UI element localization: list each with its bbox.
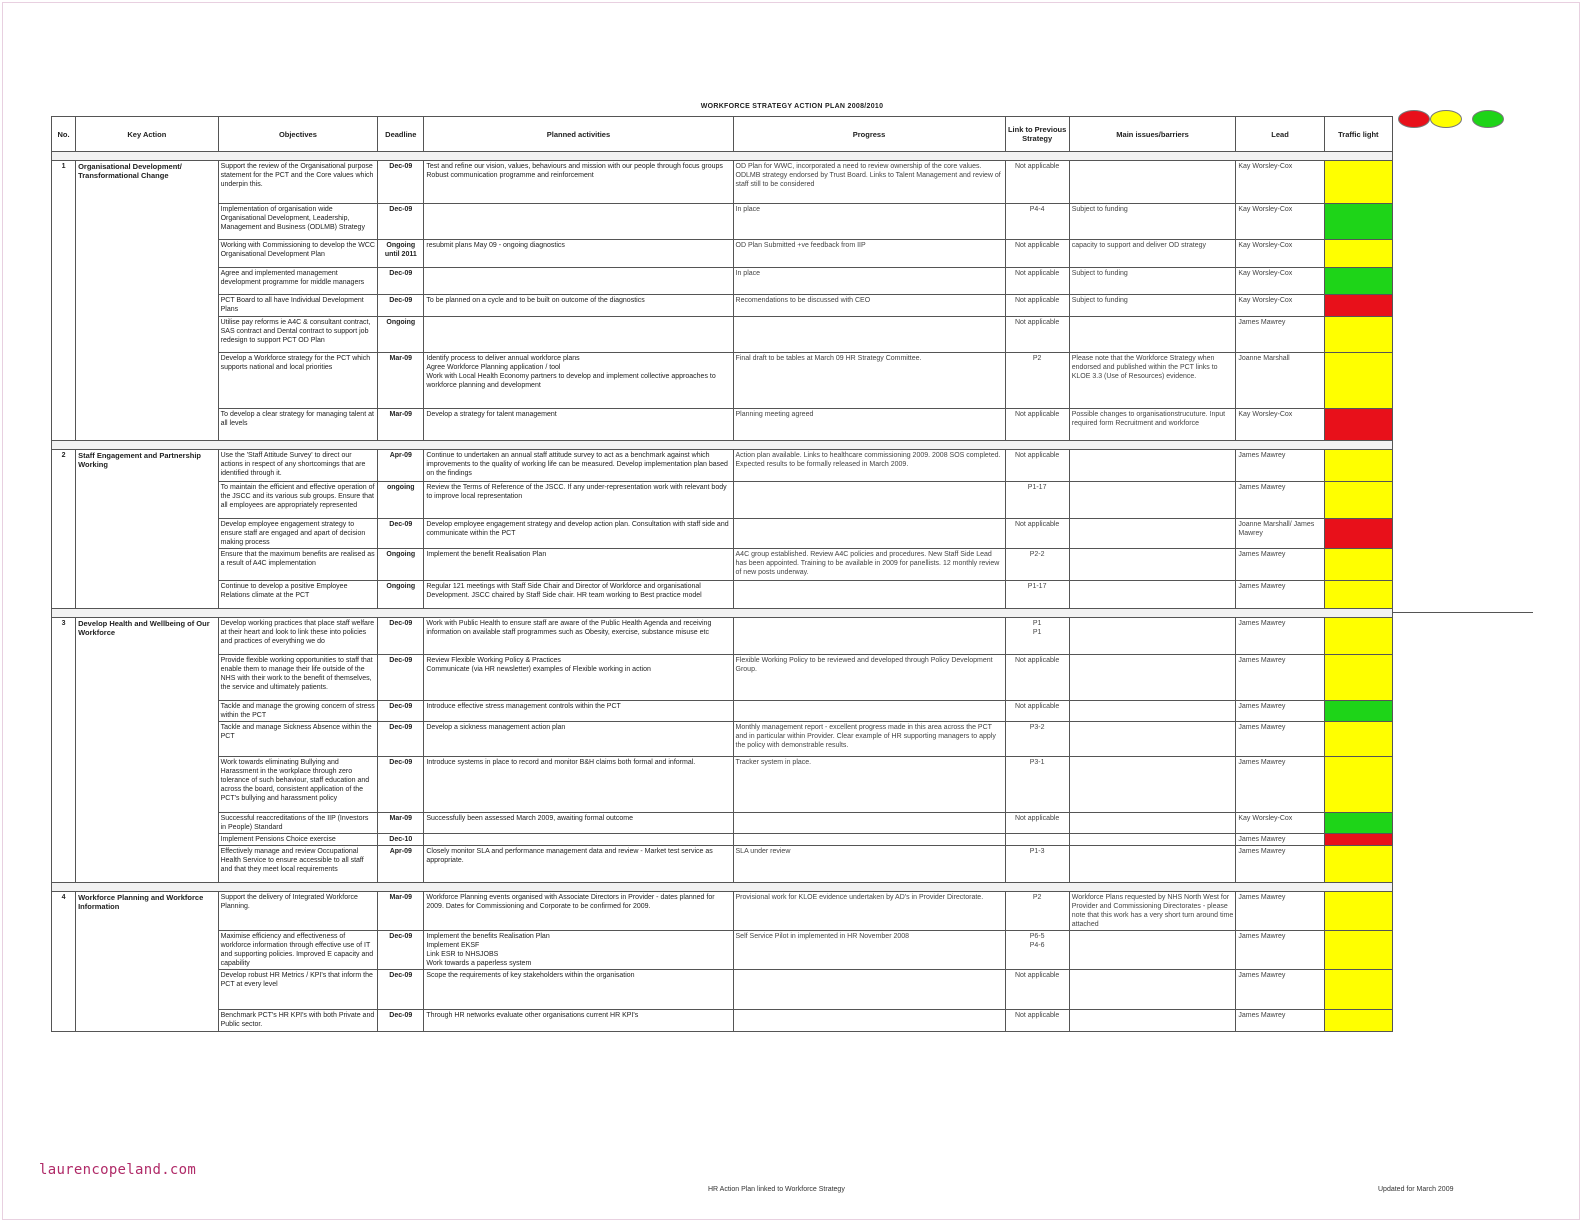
traffic-light-yellow <box>1324 655 1392 701</box>
progress-cell: Recomendations to be discussed with CEO <box>733 295 1005 317</box>
action-plan-table <box>51 116 1393 1032</box>
planned-activity-cell: Workforce Planning events organised with Associate Directors in Provider - dates planned for 2009. Dates for Commissioning and Corporate to be confirmed for 2009. <box>424 892 733 931</box>
deadline-cell: Dec-09 <box>378 655 424 701</box>
deadline-cell: Ongoing <box>378 581 424 609</box>
traffic-light-yellow <box>1324 757 1392 813</box>
objective-cell: Develop a Workforce strategy for the PCT which supports national and local priorities <box>218 353 378 409</box>
planned-activity-cell: Develop a strategy for talent management <box>424 409 733 441</box>
link-cell: Not applicable <box>1005 268 1069 295</box>
link-cell: P6-5 P4-6 <box>1005 931 1069 970</box>
progress-cell <box>733 618 1005 655</box>
traffic-light-red <box>1324 519 1392 549</box>
issues-cell: Subject to funding <box>1069 268 1236 295</box>
planned-activity-cell: Test and refine our vision, values, behaviours and mission with our people through focus groups Robust communication programme and reinforcement <box>424 161 733 204</box>
table-row <box>52 892 1393 931</box>
progress-cell <box>733 813 1005 834</box>
section-separator-cell <box>52 883 1393 892</box>
issues-cell <box>1069 722 1236 757</box>
table-row <box>52 970 1393 1010</box>
traffic-light-green <box>1324 813 1392 834</box>
link-cell: Not applicable <box>1005 295 1069 317</box>
objective-cell: Benchmark PCT's HR KPI's with both Private and Public sector. <box>218 1010 378 1032</box>
traffic-light-yellow <box>1324 240 1392 268</box>
planned-activity-cell: Implement the benefit Realisation Plan <box>424 549 733 581</box>
link-cell: P2-2 <box>1005 549 1069 581</box>
progress-cell: OD Plan Submitted +ve feedback from IIP <box>733 240 1005 268</box>
lead-cell: James Mawrey <box>1236 655 1324 701</box>
section-separator <box>52 883 1393 892</box>
footer-right: Updated for March 2009 <box>1378 1186 1454 1193</box>
issues-cell <box>1069 519 1236 549</box>
planned-activity-cell: To be planned on a cycle and to be built on outcome of the diagnostics <box>424 295 733 317</box>
lead-cell: James Mawrey <box>1236 722 1324 757</box>
traffic-light-yellow <box>1324 353 1392 409</box>
progress-cell: OD Plan for WWC, incorporated a need to review ownership of the core values. ODLMB strategy endorsed by Trust Board. Links to Talent Management and review of staff still to be considered <box>733 161 1005 204</box>
objective-cell: Implementation of organisation wide Organisational Development, Leadership, Management and Business (ODLMB) Strategy <box>218 204 378 240</box>
progress-cell: In place <box>733 204 1005 240</box>
traffic-light-red <box>1324 834 1392 846</box>
issues-cell <box>1069 834 1236 846</box>
progress-cell <box>733 701 1005 722</box>
link-cell: Not applicable <box>1005 655 1069 701</box>
lead-cell: James Mawrey <box>1236 846 1324 883</box>
link-cell: Not applicable <box>1005 519 1069 549</box>
progress-cell <box>733 581 1005 609</box>
link-cell: P1-3 <box>1005 846 1069 883</box>
objective-cell: Support the delivery of Integrated Workforce Planning. <box>218 892 378 931</box>
traffic-light-yellow <box>1324 931 1392 970</box>
link-cell: Not applicable <box>1005 317 1069 353</box>
header-issues: Main issues/barriers <box>1069 117 1236 152</box>
deadline-cell: Ongoing until 2011 <box>378 240 424 268</box>
section-number: 1 <box>52 161 76 441</box>
deadline-cell: ongoing <box>378 482 424 519</box>
traffic-light-green <box>1324 204 1392 240</box>
objective-cell: Agree and implemented management development programme for middle managers <box>218 268 378 295</box>
issues-cell: Workforce Plans requested by NHS North West for Provider and Commissioning Directorates - please note that this work has a very short turn around time attached <box>1069 892 1236 931</box>
lead-cell: Joanne Marshall/ James Mawrey <box>1236 519 1324 549</box>
progress-cell: Planning meeting agreed <box>733 409 1005 441</box>
issues-cell <box>1069 655 1236 701</box>
table-row <box>52 268 1393 295</box>
traffic-light-yellow <box>1324 450 1392 482</box>
link-cell: Not applicable <box>1005 970 1069 1010</box>
issues-cell: Subject to funding <box>1069 204 1236 240</box>
lead-cell: James Mawrey <box>1236 701 1324 722</box>
deadline-cell: Mar-09 <box>378 892 424 931</box>
planned-activity-cell: Develop a sickness management action plan <box>424 722 733 757</box>
section-separator-cell <box>52 609 1393 618</box>
header-deadline: Deadline <box>378 117 424 152</box>
legend-green-light <box>1472 110 1504 128</box>
link-cell: Not applicable <box>1005 409 1069 441</box>
link-cell: P1 P1 <box>1005 618 1069 655</box>
deadline-cell: Dec-09 <box>378 519 424 549</box>
table-row <box>52 549 1393 581</box>
traffic-light-yellow <box>1324 549 1392 581</box>
issues-cell <box>1069 846 1236 883</box>
key-action: Develop Health and Wellbeing of Our Workforce <box>76 618 219 883</box>
progress-cell <box>733 317 1005 353</box>
section-separator <box>52 609 1393 618</box>
table-row <box>52 204 1393 240</box>
planned-activity-cell: Develop employee engagement strategy and develop action plan. Consultation with staff side and communicate within the PCT <box>424 519 733 549</box>
progress-cell: SLA under review <box>733 846 1005 883</box>
link-cell: Not applicable <box>1005 1010 1069 1032</box>
footer-center: HR Action Plan linked to Workforce Strategy <box>708 1186 845 1193</box>
planned-activity-cell <box>424 268 733 295</box>
issues-cell <box>1069 549 1236 581</box>
table-row <box>52 409 1393 441</box>
header-progress: Progress <box>733 117 1005 152</box>
progress-cell <box>733 519 1005 549</box>
deadline-cell: Dec-09 <box>378 618 424 655</box>
link-cell: Not applicable <box>1005 161 1069 204</box>
link-cell: P1-17 <box>1005 581 1069 609</box>
progress-cell <box>733 970 1005 1010</box>
objective-cell: Implement Pensions Choice exercise <box>218 834 378 846</box>
planned-activity-cell: Introduce effective stress management controls within the PCT <box>424 701 733 722</box>
section-separator <box>52 152 1393 161</box>
progress-cell: Final draft to be tables at March 09 HR Strategy Committee. <box>733 353 1005 409</box>
lead-cell: James Mawrey <box>1236 757 1324 813</box>
issues-cell <box>1069 317 1236 353</box>
deadline-cell: Apr-09 <box>378 450 424 482</box>
planned-activity-cell: Successfully been assessed March 2009, awaiting formal outcome <box>424 813 733 834</box>
deadline-cell: Apr-09 <box>378 846 424 883</box>
table-row <box>52 482 1393 519</box>
traffic-light-yellow <box>1324 1010 1392 1032</box>
progress-cell: Tracker system in place. <box>733 757 1005 813</box>
lead-cell: Kay Worsley-Cox <box>1236 240 1324 268</box>
table-row <box>52 722 1393 757</box>
objective-cell: Use the 'Staff Attitude Survey' to direct our actions in respect of any shortcomings that are identified through it. <box>218 450 378 482</box>
header-link: Link to Previous Strategy <box>1005 117 1069 152</box>
legend-red-light <box>1398 110 1430 128</box>
link-cell: Not applicable <box>1005 813 1069 834</box>
objective-cell: Utilise pay reforms ie A4C & consultant contract, SAS contract and Dental contract to support job redesign to support PCT OD Plan <box>218 317 378 353</box>
link-cell: P2 <box>1005 353 1069 409</box>
issues-cell <box>1069 482 1236 519</box>
table-row <box>52 813 1393 834</box>
traffic-light-yellow <box>1324 581 1392 609</box>
objective-cell: Develop working practices that place staff welfare at their heart and look to link these into policies and practices of everything we do <box>218 618 378 655</box>
table-row <box>52 931 1393 970</box>
link-cell: P3-1 <box>1005 757 1069 813</box>
section-separator-cell <box>52 441 1393 450</box>
header-traffic-light: Traffic light <box>1324 117 1392 152</box>
traffic-light-red <box>1324 295 1392 317</box>
table-row <box>52 581 1393 609</box>
objective-cell: Ensure that the maximum benefits are realised as a result of A4C implementation <box>218 549 378 581</box>
table-row <box>52 701 1393 722</box>
link-cell: Not applicable <box>1005 450 1069 482</box>
section-number: 4 <box>52 892 76 1032</box>
issues-cell <box>1069 931 1236 970</box>
legend-yellow-light <box>1430 110 1462 128</box>
objective-cell: Continue to develop a positive Employee Relations climate at the PCT <box>218 581 378 609</box>
lead-cell: James Mawrey <box>1236 1010 1324 1032</box>
lead-cell: James Mawrey <box>1236 482 1324 519</box>
deadline-cell: Mar-09 <box>378 409 424 441</box>
progress-cell <box>733 1010 1005 1032</box>
table-row <box>52 353 1393 409</box>
traffic-light-yellow <box>1324 618 1392 655</box>
link-cell: Not applicable <box>1005 240 1069 268</box>
key-action: Organisational Development/ Transformational Change <box>76 161 219 441</box>
section-number: 2 <box>52 450 76 609</box>
lead-cell: James Mawrey <box>1236 931 1324 970</box>
objective-cell: To develop a clear strategy for managing talent at all levels <box>218 409 378 441</box>
lead-cell: James Mawrey <box>1236 618 1324 655</box>
key-action: Staff Engagement and Partnership Working <box>76 450 219 609</box>
objective-cell: Effectively manage and review Occupational Health Service to ensure accessible to all staff and that they meet local requirements <box>218 846 378 883</box>
section-separator <box>52 441 1393 450</box>
planned-activity-cell <box>424 204 733 240</box>
table-row <box>52 295 1393 317</box>
table-row <box>52 161 1393 204</box>
deadline-cell: Mar-09 <box>378 353 424 409</box>
issues-cell <box>1069 618 1236 655</box>
table-row <box>52 655 1393 701</box>
issues-cell <box>1069 970 1236 1010</box>
issues-cell <box>1069 701 1236 722</box>
objective-cell: Maximise efficiency and effectiveness of workforce information through effective use of IT and supporting policies. Improved E capacity and capability <box>218 931 378 970</box>
progress-cell <box>733 834 1005 846</box>
planned-activity-cell: Introduce systems in place to record and monitor B&H claims both formal and informal. <box>424 757 733 813</box>
traffic-light-yellow <box>1324 970 1392 1010</box>
issues-cell <box>1069 450 1236 482</box>
lead-cell: James Mawrey <box>1236 317 1324 353</box>
header-lead: Lead <box>1236 117 1324 152</box>
lead-cell: James Mawrey <box>1236 834 1324 846</box>
objective-cell: Successful reaccreditations of the IIP (Investors in People) Standard <box>218 813 378 834</box>
section-separator-cell <box>52 152 1393 161</box>
planned-activity-cell: resubmit plans May 09 - ongoing diagnostics <box>424 240 733 268</box>
lead-cell: Kay Worsley-Cox <box>1236 409 1324 441</box>
objective-cell: Working with Commissioning to develop the WCC Organisational Development Plan <box>218 240 378 268</box>
objective-cell: To maintain the efficient and effective operation of the JSCC and its various sub groups. Ensure that all employees are appropriately represented <box>218 482 378 519</box>
traffic-light-yellow <box>1324 892 1392 931</box>
traffic-light-green <box>1324 701 1392 722</box>
table-row <box>52 519 1393 549</box>
deadline-cell: Dec-09 <box>378 722 424 757</box>
deadline-cell: Dec-09 <box>378 931 424 970</box>
deadline-cell: Dec-09 <box>378 1010 424 1032</box>
lead-cell: James Mawrey <box>1236 450 1324 482</box>
lead-cell: Kay Worsley-Cox <box>1236 268 1324 295</box>
progress-cell <box>733 482 1005 519</box>
issues-cell: Possible changes to organisationstrucuture. Input required form Recruitment and workforce <box>1069 409 1236 441</box>
traffic-light-yellow <box>1324 161 1392 204</box>
issues-cell <box>1069 813 1236 834</box>
header-planned-activities: Planned activities <box>424 117 733 152</box>
progress-cell: A4C group established. Review A4C policies and procedures. New Staff Side Lead has been appointed. Training to be available in 2009 for panellists. 12 monthly review of new posts underway. <box>733 549 1005 581</box>
progress-cell: Self Service Pilot in implemented in HR November 2008 <box>733 931 1005 970</box>
planned-activity-cell: Scope the requirements of key stakeholders within the organisation <box>424 970 733 1010</box>
table-row <box>52 834 1393 846</box>
planned-activity-cell: Through HR networks evaluate other organisations current HR KPI's <box>424 1010 733 1032</box>
progress-cell: Flexible Working Policy to be reviewed and developed through Policy Development Group. <box>733 655 1005 701</box>
lead-cell: Kay Worsley-Cox <box>1236 295 1324 317</box>
planned-activity-cell: Regular 121 meetings with Staff Side Chair and Director of Workforce and organisational Development. JSCC chaired by Staff Side chair. HR team working to Best practice model <box>424 581 733 609</box>
issues-cell <box>1069 757 1236 813</box>
deadline-cell: Ongoing <box>378 549 424 581</box>
table-body <box>52 152 1393 1032</box>
issues-cell <box>1069 161 1236 204</box>
table-row <box>52 618 1393 655</box>
traffic-light-green <box>1324 268 1392 295</box>
objective-cell: PCT Board to all have Individual Development Plans <box>218 295 378 317</box>
link-cell: P1-17 <box>1005 482 1069 519</box>
lead-cell: Joanne Marshall <box>1236 353 1324 409</box>
table-row <box>52 240 1393 268</box>
traffic-light-yellow <box>1324 722 1392 757</box>
objective-cell: Tackle and manage the growing concern of stress within the PCT <box>218 701 378 722</box>
header-no: No. <box>52 117 76 152</box>
header-key-action: Key Action <box>76 117 219 152</box>
lead-cell: Kay Worsley-Cox <box>1236 813 1324 834</box>
header-row <box>52 117 1393 152</box>
lead-cell: James Mawrey <box>1236 970 1324 1010</box>
deadline-cell: Dec-09 <box>378 204 424 240</box>
lead-cell: James Mawrey <box>1236 581 1324 609</box>
issues-cell: Subject to funding <box>1069 295 1236 317</box>
link-cell: Not applicable <box>1005 701 1069 722</box>
brand-watermark: laurencopeland.com <box>39 1162 197 1178</box>
objective-cell: Develop robust HR Metrics / KPI's that inform the PCT at every level <box>218 970 378 1010</box>
link-cell: P4-4 <box>1005 204 1069 240</box>
link-cell: P3-2 <box>1005 722 1069 757</box>
deadline-cell: Dec-10 <box>378 834 424 846</box>
planned-activity-cell: Identify process to deliver annual workforce plans Agree Workforce Planning application / tool Work with Local Health Economy partners to develop and implement collective approaches to workforce planning and development <box>424 353 733 409</box>
planned-activity-cell: Implement the benefits Realisation Plan Implement EKSF Link ESR to NHSJOBS Work towards a paperless system <box>424 931 733 970</box>
planned-activity-cell: Review the Terms of Reference of the JSCC. If any under-representation work with relevant body to improve local representation <box>424 482 733 519</box>
planned-activity-cell: Work with Public Health to ensure staff are aware of the Public Health Agenda and receiving information on available staff programmes such as Obesity, exercise, substance misuse etc <box>424 618 733 655</box>
deadline-cell: Dec-09 <box>378 161 424 204</box>
progress-cell: Provisional work for KLOE evidence undertaken by AD's in Provider Directorate. <box>733 892 1005 931</box>
objective-cell: Tackle and manage Sickness Absence within the PCT <box>218 722 378 757</box>
objective-cell: Work towards eliminating Bullying and Harassment in the workplace through zero tolerance of such behaviour, staff education and across the board, consistent application of the PCT's bullying and harassment policy <box>218 757 378 813</box>
table-row <box>52 757 1393 813</box>
issues-cell: capacity to support and deliver OD strategy <box>1069 240 1236 268</box>
planned-activity-cell: Continue to undertaken an annual staff attitude survey to act as a benchmark against which improvements to the quality of working life can be measured. Develop implementation plan based on the findings <box>424 450 733 482</box>
table-row <box>52 450 1393 482</box>
traffic-light-yellow <box>1324 846 1392 883</box>
deadline-cell: Mar-09 <box>378 813 424 834</box>
deadline-cell: Ongoing <box>378 317 424 353</box>
lead-cell: Kay Worsley-Cox <box>1236 204 1324 240</box>
table-row <box>52 317 1393 353</box>
link-cell: P2 <box>1005 892 1069 931</box>
lead-cell: Kay Worsley-Cox <box>1236 161 1324 204</box>
progress-cell: Action plan available. Links to healthcare commissioning 2009. 2008 SOS completed. Expected results to be formally released in March 2009. <box>733 450 1005 482</box>
deadline-cell: Dec-09 <box>378 701 424 722</box>
issues-cell <box>1069 581 1236 609</box>
lead-cell: James Mawrey <box>1236 549 1324 581</box>
planned-activity-cell: Review Flexible Working Policy & Practices Communicate (via HR newsletter) examples of Flexible working in action <box>424 655 733 701</box>
deadline-cell: Dec-09 <box>378 295 424 317</box>
objective-cell: Provide flexible working opportunities to staff that enable them to manage their life outside of the NHS with their work to the benefit of themselves, the service and ultimately patients. <box>218 655 378 701</box>
page-title: WORKFORCE STRATEGY ACTION PLAN 2008/2010 <box>700 103 884 110</box>
table-row <box>52 846 1393 883</box>
traffic-light-red <box>1324 409 1392 441</box>
lead-cell: James Mawrey <box>1236 892 1324 931</box>
table-row <box>52 1010 1393 1032</box>
traffic-light-yellow <box>1324 482 1392 519</box>
planned-activity-cell: Closely monitor SLA and performance management data and review - Market test service as appropriate. <box>424 846 733 883</box>
key-action: Workforce Planning and Workforce Information <box>76 892 219 1032</box>
planned-activity-cell <box>424 317 733 353</box>
progress-cell: Monthly management report - excellent progress made in this area across the PCT and in particular within Provider. Clear example of HR supporting managers to apply the policy with demonstrable results. <box>733 722 1005 757</box>
divider-line <box>1393 612 1533 613</box>
link-cell <box>1005 834 1069 846</box>
issues-cell: Please note that the Workforce Strategy when endorsed and published within the PCT links to KLOE 3.3 (Use of Resources) evidence. <box>1069 353 1236 409</box>
deadline-cell: Dec-09 <box>378 268 424 295</box>
objective-cell: Support the review of the Organisational purpose statement for the PCT and the Core values which underpin this. <box>218 161 378 204</box>
deadline-cell: Dec-09 <box>378 757 424 813</box>
planned-activity-cell <box>424 834 733 846</box>
header-objectives: Objectives <box>218 117 378 152</box>
issues-cell <box>1069 1010 1236 1032</box>
objective-cell: Develop employee engagement strategy to ensure staff are engaged and apart of decision making process <box>218 519 378 549</box>
progress-cell: In place <box>733 268 1005 295</box>
section-number: 3 <box>52 618 76 883</box>
traffic-light-yellow <box>1324 317 1392 353</box>
deadline-cell: Dec-09 <box>378 970 424 1010</box>
